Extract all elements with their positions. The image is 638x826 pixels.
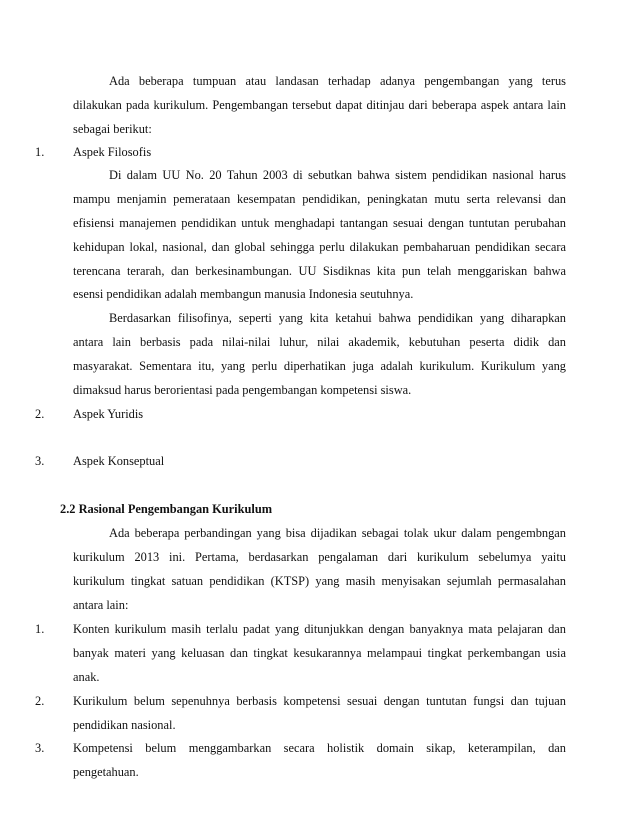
list-number: 1. (35, 622, 45, 636)
list-item-line: pengetahuan. (73, 765, 139, 779)
paragraph-line: antara lain: (73, 598, 129, 612)
list-item-line: Konten kurikulum masih terlalu padat yang ditunjukkan dengan banyaknya mata pelajaran dan (73, 622, 566, 636)
paragraph-line: esensi pendidikan adalah membangun manusia Indonesia seutuhnya. (73, 287, 414, 301)
paragraph-line: Ada beberapa perbandingan yang bisa dijadikan sebagai tolak ukur dalam pengembngan (109, 526, 566, 540)
paragraph-line: Berdasarkan filisofinya, seperti yang kita ketahui bahwa pendidikan yang diharapkan (109, 311, 566, 325)
intro-line: Ada beberapa tumpuan atau landasan terhadap adanya pengembangan yang terus (109, 74, 566, 88)
section-heading: 2.2 Rasional Pengembangan Kurikulum (60, 502, 273, 516)
paragraph-line: kurikulum 2013 ini. Pertama, berdasarkan pengalaman dari kurikulum sebelumya yaitu (73, 550, 566, 564)
intro-line: sebagai berikut: (73, 122, 152, 136)
list-number: 2. (35, 694, 45, 708)
intro-line: dilakukan pada kurikulum. Pengembangan tersebut dapat ditinjau dari beberapa aspek antara lain (73, 98, 566, 112)
list-item-line: Kompetensi belum menggambarkan secara holistik domain sikap, keterampilan, dan (73, 741, 566, 755)
paragraph-line: efisiensi manajemen pendidikan untuk menghadapi tantangan sesuai dengan tuntutan perubahan (73, 216, 566, 230)
aspect-title: Aspek Konseptual (73, 454, 165, 468)
list-item-line: Kurikulum belum sepenuhnya berbasis kompetensi sesuai dengan tuntutan fungsi dan tujuan (73, 694, 566, 708)
paragraph-line: masyarakat. Sementara itu, yang perlu diperhatikan juga adalah kurikulum. Kurikulum yang (73, 359, 566, 373)
paragraph-line: kurikulum tingkat satuan pendidikan (KTSP) yang masih menyisakan sejumlah permasalahan (73, 574, 566, 588)
paragraph-line: kehidupan lokal, nasional, dan global sehingga perlu dilakukan pembaharuan pendidikan secara (73, 240, 566, 254)
paragraph-line: dimaksud harus berorientasi pada pengembangan kompetensi siswa. (73, 383, 412, 397)
paragraph-line: antara lain berbasis pada nilai-nilai luhur, nilai akademik, kebutuhan peserta didik dan (73, 335, 566, 349)
list-item-line: banyak materi yang keluasan dan tingkat kesukarannya melampaui tingkat perkembangan usia (73, 646, 566, 660)
aspect-number: 3. (35, 454, 45, 468)
aspect-number: 2. (35, 407, 45, 421)
paragraph-line: Di dalam UU No. 20 Tahun 2003 di sebutkan bahwa sistem pendidikan nasional harus (109, 168, 566, 182)
aspect-number: 1. (35, 145, 45, 159)
list-item-line: pendidikan nasional. (73, 718, 176, 732)
aspect-title: Aspek Filosofis (73, 145, 152, 159)
paragraph-line: terencana terarah, dan berkesinambungan. UU Sisdiknas kita pun telah menggariskan bahwa (73, 264, 566, 278)
aspect-title: Aspek Yuridis (73, 407, 144, 421)
list-number: 3. (35, 741, 45, 755)
paragraph-line: mampu menjamin pemerataan kesempatan pendidikan, peningkatan mutu serta relevansi dan (73, 192, 566, 206)
list-item-line: anak. (73, 670, 100, 684)
